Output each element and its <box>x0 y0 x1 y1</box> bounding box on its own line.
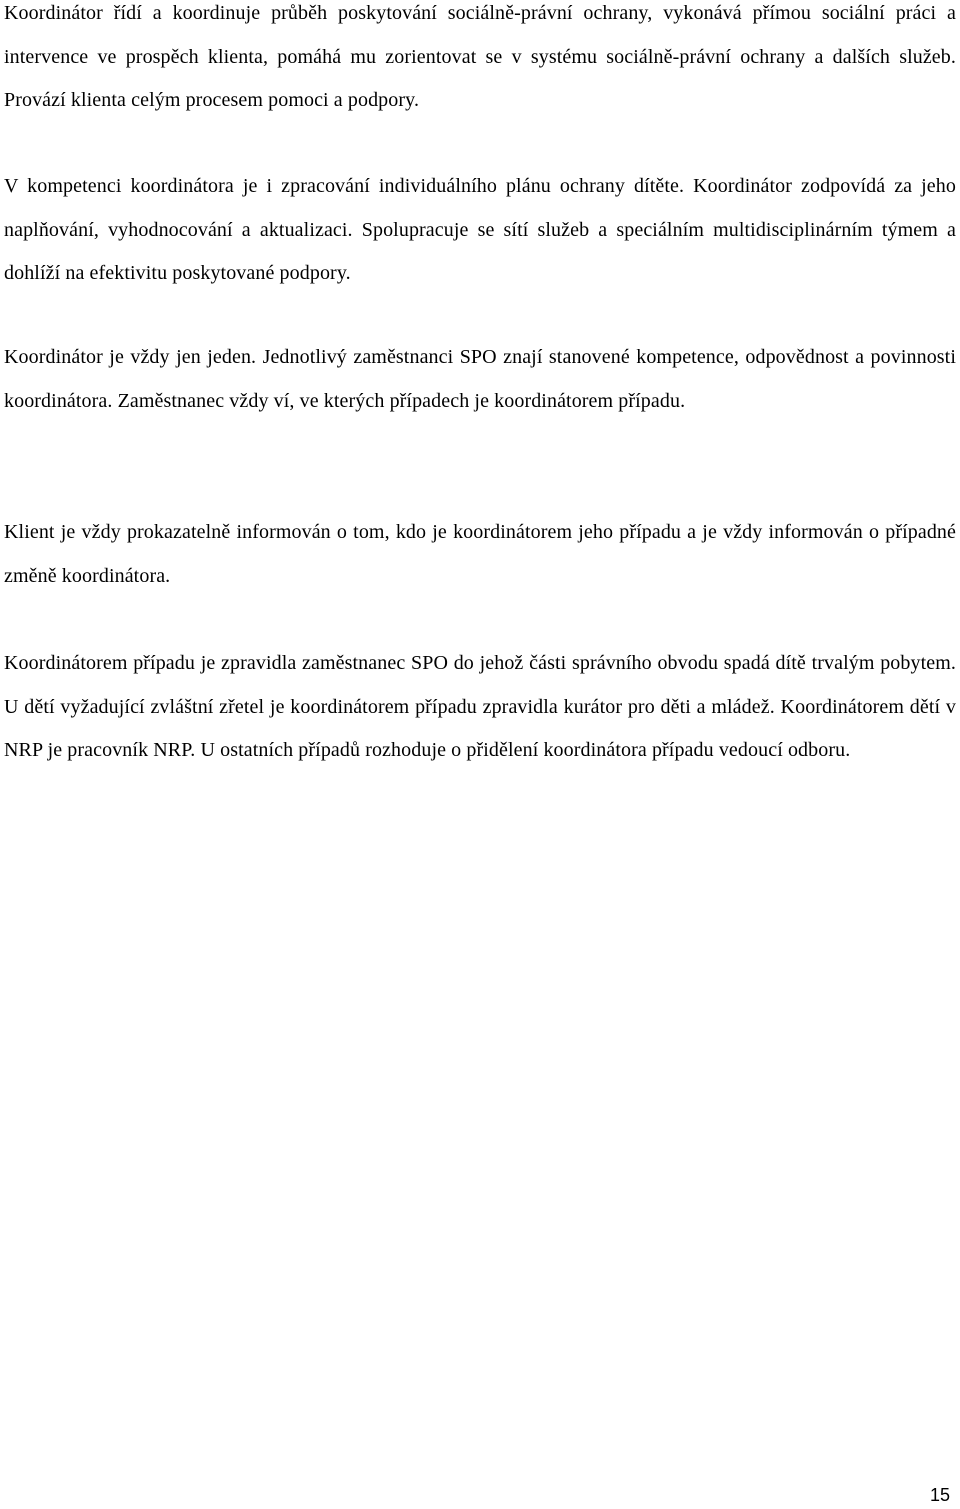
paragraph-coordinator-role: Koordinátor řídí a koordinuje průběh poskytování sociálně-právní ochrany, vykonává přímou sociální práci a intervence ve prospěch klienta, pomáhá mu zorientovat se v systému sociálně-právní ochrany a dalších služeb. Provází klienta celým procesem pomoci a podpory. <box>4 2 956 111</box>
paragraph-client-information: Klient je vždy prokazatelně informován o tom, kdo je koordinátorem jeho případu a je vždy informován o případné změně koordinátora. <box>4 521 956 587</box>
paragraph-coordinator-assignment: Koordinátorem případu je zpravidla zaměstnanec SPO do jehož části správního obvodu spadá dítě trvalým pobytem. U dětí vyžadující zvláštní zřetel je koordinátorem případu zpravidla kurátor pro děti a mládež. Koordinátorem dětí v NRP je pracovník NRP. U ostatních případů rozhoduje o přidělení koordinátora případu vedoucí odboru. <box>4 652 956 761</box>
paragraph-single-coordinator: Koordinátor je vždy jen jeden. Jednotlivý zaměstnanci SPO znají stanovené kompetence, odpovědnost a povinnosti koordinátora. Zaměstnanec vždy ví, ve kterých případech je koordinátorem případu. <box>4 346 956 412</box>
document-page <box>4 0 956 1509</box>
page-number: 15 <box>929 1485 950 1505</box>
paragraph-individual-plan: V kompetenci koordinátora je i zpracování individuálního plánu ochrany dítěte. Koordinátor zodpovídá za jeho naplňování, vyhodnocování a aktualizaci. Spolupracuje se sítí služeb a speciálním multidisciplinárním týmem a dohlíží na efektivitu poskytované podpory. <box>4 175 956 284</box>
